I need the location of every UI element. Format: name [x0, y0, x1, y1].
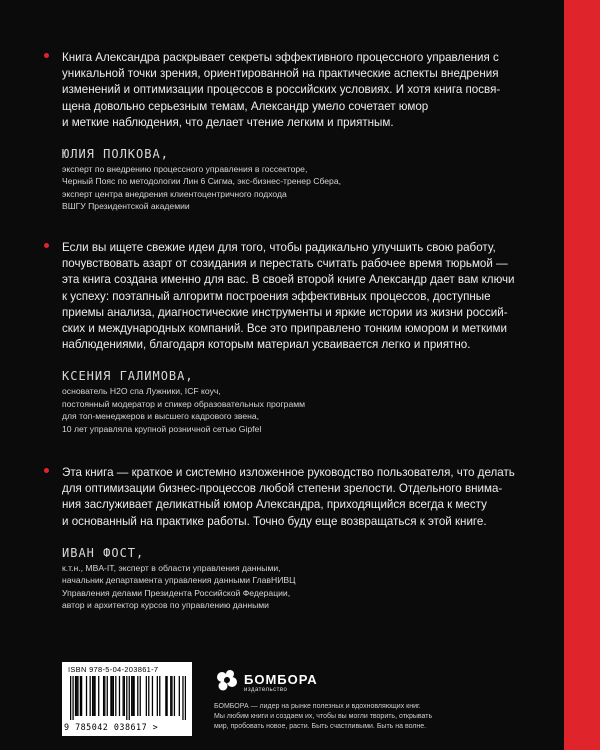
quote-line: наблюдениями, благодаря которым материал усваивается легко и приятно. — [62, 338, 471, 352]
barcode-bar — [137, 676, 138, 716]
review-quote — [62, 465, 532, 530]
credential-line: эксперт по внедрению процессного управления в госсекторе, — [62, 164, 308, 175]
barcode-bars — [70, 676, 186, 720]
quote-line: ских и международных компаний. Все это приправлено тонким юмором и меткими — [62, 322, 507, 336]
barcode-bar — [124, 676, 125, 716]
barcode-bar — [123, 676, 124, 716]
barcode-bar — [72, 676, 73, 720]
barcode-bar — [93, 676, 94, 716]
credential-line: эксперт центра внедрения клиентоцентричного подхода — [62, 188, 287, 199]
barcode-bar — [76, 676, 77, 716]
review-quote — [62, 50, 532, 131]
quote-line: и основанный на практике работы. Точно буду еще возвращаться к этой книге. — [62, 514, 487, 528]
quote-line: Книга Александра раскрывает секреты эффективного процессного управления с — [62, 51, 499, 64]
review-blurb-1 — [62, 50, 532, 213]
credential-line: начальник департамента управления данными ГлавНИВЦ — [62, 575, 296, 586]
review-author: КСЕНИЯ ГАЛИМОВА, — [62, 369, 194, 384]
tagline-line: БОМБОРА — лидер на рынке полезных и вдохновляющих книг. — [214, 703, 421, 710]
barcode-bar — [92, 676, 93, 716]
quote-line: щена довольно серьезным темам, Александр умело сочетает юмор — [62, 99, 429, 113]
barcode-bar — [140, 676, 141, 716]
barcode-bar — [110, 676, 111, 716]
barcode-bar — [113, 676, 114, 716]
credential-line: 10 лет управляла крупной розничной сетью Gipfel — [62, 423, 262, 434]
quote-line: к успеху: поэтапный алгоритм построения эффективных процессов, доступные — [62, 289, 491, 303]
credential-line: ВШГУ Президентской академии — [62, 201, 190, 212]
barcode-bar — [90, 676, 91, 716]
barcode-bar — [70, 676, 71, 720]
publisher-name: БОМБОРА — [244, 672, 318, 687]
barcode-bar — [132, 676, 133, 716]
isbn-label: ISBN 978-5-04-203861-7 — [68, 665, 159, 674]
review-author: ЮЛИЯ ПОЛКОВА, — [62, 147, 169, 162]
barcode-bar — [133, 676, 134, 716]
review-quote — [62, 240, 532, 353]
barcode-bar — [159, 676, 160, 716]
barcode-bar — [86, 676, 87, 716]
barcode-bar — [182, 676, 183, 720]
quote-line: и меткие наблюдения, что делает чтение легким и приятным. — [62, 115, 394, 129]
barcode-bar — [171, 676, 172, 716]
credential-line: Черный Пояс по методологии Лин 6 Сигма, экс-бизнес-тренер Сбера, — [62, 176, 341, 187]
barcode-bar — [75, 676, 76, 716]
credential-line: к.т.н., MBA-IT, эксперт в области управления данными, — [62, 562, 281, 573]
author-credentials — [62, 163, 532, 213]
barcode-bar — [157, 676, 158, 716]
barcode-bar — [185, 676, 186, 720]
author-credentials — [62, 385, 532, 435]
barcode-bar — [103, 676, 104, 716]
barcode-bar — [166, 676, 167, 716]
isbn-barcode — [62, 662, 192, 736]
credential-line: постоянный модератор и спикер образовательных программ — [62, 398, 306, 409]
credential-line: основатель H2O спа Лужники, ICF коуч, — [62, 386, 221, 397]
author-credentials — [62, 562, 532, 612]
publisher-tagline — [214, 702, 454, 732]
bombora-logo-icon — [214, 668, 240, 692]
tagline-line: мир, пробовать новое, расти. Быть счастливыми. Быть на волне. — [214, 723, 427, 730]
barcode-bar — [170, 676, 171, 716]
barcode-bar — [174, 676, 175, 716]
publisher-subname: издательство — [244, 687, 288, 693]
quote-line: приемы анализа, диагностические инструменты и яркие истории из жизни россий- — [62, 305, 508, 319]
review-author: ИВАН ФОСТ, — [62, 545, 145, 560]
red-bullet-icon — [44, 243, 49, 248]
tagline-line: Мы любим книги и создаем их, чтобы вы могли творить, открывать — [214, 713, 433, 720]
barcode-bar — [148, 676, 149, 716]
barcode-bar — [165, 676, 166, 716]
barcode-bar — [77, 676, 78, 716]
quote-line: изменений и оптимизации процессов в российских условиях. И хотя книга посвя- — [62, 83, 501, 97]
barcode-bar — [179, 676, 180, 716]
review-blurb-2 — [62, 240, 532, 435]
quote-line: эта книга создана именно для вас. В своей второй книге Александр дает вам ключи — [62, 273, 515, 287]
barcode-bar — [98, 676, 99, 716]
barcode-bar — [131, 676, 132, 716]
credential-line: автор и архитектор курсов по управлению данными — [62, 600, 269, 611]
barcode-bar — [80, 676, 81, 716]
barcode-bar — [112, 676, 113, 716]
barcode-bar — [146, 676, 147, 716]
barcode-bar — [152, 676, 153, 716]
barcode-bar — [126, 676, 127, 720]
credential-line: для топ-менеджеров и высшего кадрового звена, — [62, 411, 260, 422]
quote-line: уникальной точки зрения, ориентированной на практические аспекты внедрения — [62, 67, 499, 81]
review-blurb-3 — [62, 465, 532, 611]
credential-line: Управления делами Президента Российской Федерации, — [62, 587, 291, 598]
quote-line: почувствовать азарт от созидания и перестать считать рабочее время тюрьмой — — [62, 257, 508, 271]
barcode-bar — [129, 676, 130, 720]
red-bullet-icon — [44, 468, 49, 473]
barcode-bar — [104, 676, 105, 716]
barcode-bar — [107, 676, 108, 716]
barcode-bar — [119, 676, 120, 716]
quote-line: для оптимизации бизнес-процессов любой степени зрелости. Отдельного внима- — [62, 482, 503, 496]
barcode-bar — [115, 676, 116, 716]
barcode-bar — [81, 676, 82, 716]
red-spine-strip — [564, 0, 600, 750]
quote-line: Эта книга — краткое и системно изложенное руководство пользователя, что делать — [62, 466, 515, 479]
red-bullet-icon — [44, 53, 49, 58]
quote-line: ния заслуживает деликатный юмор Александра, приходящийся всегда к месту — [62, 498, 487, 512]
barcode-bar — [94, 676, 95, 716]
quote-line: Если вы ищете свежие идеи для того, чтобы радикально улучшить свою работу, — [62, 241, 496, 254]
barcode-digits: 9 785042 038617 > — [64, 722, 159, 732]
